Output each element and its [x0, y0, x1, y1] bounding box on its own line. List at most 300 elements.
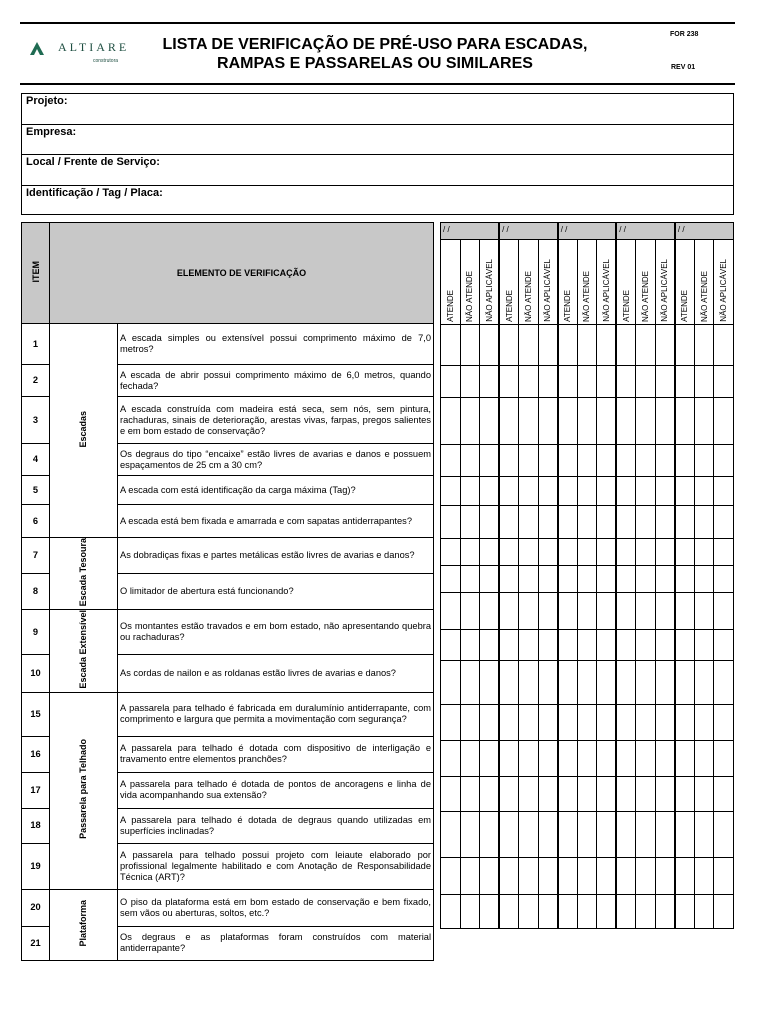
check-cell[interactable] — [577, 777, 597, 812]
check-cell[interactable] — [460, 661, 480, 705]
check-cell[interactable] — [558, 895, 578, 929]
check-cell[interactable] — [597, 705, 617, 741]
check-cell[interactable] — [558, 812, 578, 858]
check-cell[interactable] — [480, 593, 500, 630]
item-number: 19 — [22, 843, 50, 889]
check-cell[interactable] — [616, 506, 636, 539]
check-cell[interactable] — [655, 705, 675, 741]
check-cell[interactable] — [538, 325, 558, 366]
check-cell[interactable] — [675, 705, 695, 741]
check-cell[interactable] — [538, 566, 558, 593]
check-cell[interactable] — [538, 777, 558, 812]
check-cell[interactable] — [499, 366, 519, 398]
item-text: As cordas de nailon e as roldanas estão livres de avarias e danos? — [118, 655, 434, 693]
check-cell[interactable] — [597, 398, 617, 445]
check-cell[interactable] — [460, 366, 480, 398]
check-cell[interactable] — [441, 539, 461, 566]
check-cell[interactable] — [538, 661, 558, 705]
check-cell[interactable] — [655, 325, 675, 366]
check-cell[interactable] — [636, 858, 656, 895]
check-cell[interactable] — [519, 858, 539, 895]
check-cell[interactable] — [597, 661, 617, 705]
project-field[interactable]: Projeto: — [22, 94, 733, 125]
check-cell[interactable] — [538, 366, 558, 398]
check-cell[interactable] — [499, 566, 519, 593]
check-cell[interactable] — [694, 539, 714, 566]
check-cell[interactable] — [538, 398, 558, 445]
check-cell[interactable] — [694, 777, 714, 812]
check-cell[interactable] — [577, 366, 597, 398]
check-cell[interactable] — [694, 661, 714, 705]
check-cell[interactable] — [675, 661, 695, 705]
item-text: Os montantes estão travados e em bom estado, não apresentando quebra ou rachaduras? — [118, 610, 434, 655]
check-cell[interactable] — [441, 325, 461, 366]
check-cell[interactable] — [577, 705, 597, 741]
check-cell[interactable] — [480, 398, 500, 445]
check-cell[interactable] — [460, 539, 480, 566]
check-cell[interactable] — [558, 705, 578, 741]
check-cell[interactable] — [538, 741, 558, 777]
check-cell[interactable] — [714, 398, 734, 445]
check-cell[interactable] — [441, 895, 461, 929]
date-cell[interactable]: / / — [616, 223, 675, 240]
check-cell[interactable] — [558, 325, 578, 366]
check-cell[interactable] — [616, 661, 636, 705]
check-cell[interactable] — [636, 506, 656, 539]
check-cell[interactable] — [655, 366, 675, 398]
check-cell[interactable] — [636, 661, 656, 705]
check-cell[interactable] — [616, 325, 636, 366]
check-cell[interactable] — [480, 445, 500, 477]
check-cell[interactable] — [499, 477, 519, 506]
check-cell[interactable] — [460, 398, 480, 445]
location-field[interactable]: Local / Frente de Serviço: — [22, 155, 733, 186]
check-cell[interactable] — [675, 812, 695, 858]
check-cell[interactable] — [558, 366, 578, 398]
check-cell[interactable] — [636, 325, 656, 366]
check-cell[interactable] — [655, 661, 675, 705]
check-cell[interactable] — [499, 858, 519, 895]
item-text: Os degraus do tipo “encaixe” estão livres de avarias e danos e possuem espaçamentos de 25 cm a 30 cm? — [118, 444, 434, 476]
check-cell[interactable] — [519, 566, 539, 593]
check-cell[interactable] — [636, 539, 656, 566]
check-cell[interactable] — [538, 506, 558, 539]
check-cell[interactable] — [655, 506, 675, 539]
check-cell[interactable] — [597, 366, 617, 398]
check-cell[interactable] — [499, 777, 519, 812]
check-cell[interactable] — [519, 325, 539, 366]
item-text: Os degraus e as plataformas foram construídos com material antiderrapante? — [118, 926, 434, 960]
item-number: 7 — [22, 538, 50, 574]
item-text: A passarela para telhado é fabricada em duralumínio antiderrapante, com comprimento e largura que permita a movimentação com segurança? — [118, 692, 434, 736]
checkbox-grid — [440, 222, 734, 929]
check-cell[interactable] — [636, 398, 656, 445]
check-cell[interactable] — [519, 398, 539, 445]
check-cell[interactable] — [577, 741, 597, 777]
check-cell[interactable] — [558, 741, 578, 777]
check-cell[interactable] — [499, 398, 519, 445]
check-cell[interactable] — [694, 506, 714, 539]
check-cell[interactable] — [441, 812, 461, 858]
check-cell[interactable] — [694, 630, 714, 661]
check-cell[interactable] — [558, 593, 578, 630]
check-cell[interactable] — [577, 506, 597, 539]
check-cell[interactable] — [441, 593, 461, 630]
check-cell[interactable] — [616, 539, 636, 566]
check-cell[interactable] — [499, 895, 519, 929]
check-cell[interactable] — [597, 593, 617, 630]
check-cell[interactable] — [636, 895, 656, 929]
check-cell[interactable] — [675, 566, 695, 593]
check-cell[interactable] — [655, 812, 675, 858]
check-cell[interactable] — [655, 593, 675, 630]
item-number: 21 — [22, 926, 50, 960]
check-cell[interactable] — [636, 705, 656, 741]
check-cell[interactable] — [714, 895, 734, 929]
check-cell[interactable] — [597, 325, 617, 366]
check-cell[interactable] — [460, 741, 480, 777]
check-cell[interactable] — [675, 445, 695, 477]
check-cell[interactable] — [460, 630, 480, 661]
check-cell[interactable] — [616, 812, 636, 858]
check-cell[interactable] — [597, 741, 617, 777]
check-column-header: NÃO ATENDE — [577, 240, 597, 325]
check-cell[interactable] — [694, 895, 714, 929]
check-cell[interactable] — [714, 741, 734, 777]
check-cell[interactable] — [694, 325, 714, 366]
check-cell[interactable] — [675, 398, 695, 445]
check-cell[interactable] — [675, 630, 695, 661]
check-cell[interactable] — [577, 661, 597, 705]
item-text: A escada com está identificação da carga máxima (Tag)? — [118, 476, 434, 505]
check-cell[interactable] — [538, 858, 558, 895]
group-extensivel: Escada Extensível — [50, 610, 118, 693]
item-text: O piso da plataforma está em bom estado de conservação e bem fixado, sem vãos ou aberturas, soltos, etc.? — [118, 889, 434, 926]
check-cell[interactable] — [597, 539, 617, 566]
check-cell[interactable] — [597, 506, 617, 539]
check-cell[interactable] — [675, 506, 695, 539]
item-text: A escada simples ou extensível possui comprimento máximo de 7,0 metros? — [118, 324, 434, 365]
check-cell[interactable] — [460, 477, 480, 506]
check-column-header: ATENDE — [558, 240, 578, 325]
check-cell[interactable] — [441, 366, 461, 398]
check-cell[interactable] — [480, 366, 500, 398]
check-cell[interactable] — [636, 741, 656, 777]
check-cell[interactable] — [499, 630, 519, 661]
check-cell[interactable] — [460, 445, 480, 477]
check-cell[interactable] — [694, 858, 714, 895]
check-cell[interactable] — [675, 477, 695, 506]
check-cell[interactable] — [714, 366, 734, 398]
check-cell[interactable] — [538, 895, 558, 929]
item-number: 10 — [22, 655, 50, 693]
check-cell[interactable] — [558, 661, 578, 705]
check-cell[interactable] — [460, 593, 480, 630]
check-cell[interactable] — [460, 325, 480, 366]
check-cell[interactable] — [655, 741, 675, 777]
check-cell[interactable] — [577, 445, 597, 477]
check-cell[interactable] — [538, 445, 558, 477]
check-cell[interactable] — [675, 895, 695, 929]
check-cell[interactable] — [480, 539, 500, 566]
check-cell[interactable] — [460, 566, 480, 593]
check-cell[interactable] — [480, 777, 500, 812]
check-cell[interactable] — [480, 705, 500, 741]
check-cell[interactable] — [675, 366, 695, 398]
check-cell[interactable] — [577, 858, 597, 895]
check-cell[interactable] — [577, 539, 597, 566]
check-cell[interactable] — [577, 325, 597, 366]
check-cell[interactable] — [577, 812, 597, 858]
check-cell[interactable] — [499, 741, 519, 777]
check-cell[interactable] — [480, 630, 500, 661]
check-cell[interactable] — [694, 366, 714, 398]
check-cell[interactable] — [519, 539, 539, 566]
group-tesoura: Escada Tesoura — [50, 538, 118, 610]
check-cell[interactable] — [519, 705, 539, 741]
check-cell[interactable] — [616, 593, 636, 630]
item-number: 3 — [22, 397, 50, 444]
check-cell[interactable] — [441, 661, 461, 705]
check-cell[interactable] — [655, 630, 675, 661]
date-cell[interactable]: / / — [558, 223, 617, 240]
check-cell[interactable] — [655, 895, 675, 929]
check-cell[interactable] — [519, 630, 539, 661]
check-cell[interactable] — [480, 741, 500, 777]
item-number: 6 — [22, 505, 50, 538]
check-cell[interactable] — [655, 445, 675, 477]
date-cell[interactable]: / / — [675, 223, 734, 240]
check-cell[interactable] — [675, 325, 695, 366]
check-cell[interactable] — [714, 445, 734, 477]
check-cell[interactable] — [577, 398, 597, 445]
check-cell[interactable] — [480, 895, 500, 929]
check-cell[interactable] — [694, 593, 714, 630]
check-cell[interactable] — [441, 445, 461, 477]
check-cell[interactable] — [714, 566, 734, 593]
check-cell[interactable] — [577, 566, 597, 593]
check-cell[interactable] — [616, 445, 636, 477]
check-cell[interactable] — [597, 630, 617, 661]
check-cell[interactable] — [538, 705, 558, 741]
check-cell[interactable] — [694, 477, 714, 506]
check-cell[interactable] — [558, 858, 578, 895]
check-cell[interactable] — [714, 705, 734, 741]
check-cell[interactable] — [597, 445, 617, 477]
item-text: A passarela para telhado é dotada com dispositivo de interligação e travamento entre elementos pranchões? — [118, 736, 434, 772]
check-cell[interactable] — [519, 366, 539, 398]
check-cell[interactable] — [616, 895, 636, 929]
check-cell[interactable] — [558, 398, 578, 445]
check-cell[interactable] — [519, 777, 539, 812]
check-cell[interactable] — [499, 593, 519, 630]
check-cell[interactable] — [558, 630, 578, 661]
check-cell[interactable] — [441, 630, 461, 661]
check-cell[interactable] — [480, 325, 500, 366]
check-cell[interactable] — [460, 858, 480, 895]
check-cell[interactable] — [480, 506, 500, 539]
check-cell[interactable] — [558, 477, 578, 506]
check-cell[interactable] — [714, 661, 734, 705]
check-cell[interactable] — [616, 705, 636, 741]
check-cell[interactable] — [714, 777, 734, 812]
check-cell[interactable] — [441, 777, 461, 812]
check-column-header: ATENDE — [616, 240, 636, 325]
item-number: 5 — [22, 476, 50, 505]
check-cell[interactable] — [460, 777, 480, 812]
item-number: 20 — [22, 889, 50, 926]
check-cell[interactable] — [499, 705, 519, 741]
check-cell[interactable] — [675, 593, 695, 630]
company-field[interactable]: Empresa: — [22, 125, 733, 156]
check-cell[interactable] — [675, 777, 695, 812]
check-cell[interactable] — [616, 566, 636, 593]
check-cell[interactable] — [441, 741, 461, 777]
check-cell[interactable] — [519, 741, 539, 777]
check-cell[interactable] — [441, 705, 461, 741]
check-cell[interactable] — [441, 858, 461, 895]
check-cell[interactable] — [441, 477, 461, 506]
check-cell[interactable] — [538, 539, 558, 566]
item-text: As dobradiças fixas e partes metálicas estão livres de avarias e danos? — [118, 538, 434, 574]
check-cell[interactable] — [655, 777, 675, 812]
check-cell[interactable] — [714, 506, 734, 539]
check-cell[interactable] — [499, 506, 519, 539]
check-cell[interactable] — [714, 477, 734, 506]
check-cell[interactable] — [675, 539, 695, 566]
check-cell[interactable] — [616, 630, 636, 661]
check-cell[interactable] — [636, 445, 656, 477]
page-title-line2: RAMPAS E PASSARELAS OU SIMILARES — [217, 55, 533, 72]
check-cell[interactable] — [519, 593, 539, 630]
check-cell[interactable] — [499, 325, 519, 366]
check-cell[interactable] — [636, 812, 656, 858]
check-column-header: NÃO APLICÁVEL — [480, 240, 500, 325]
check-cell[interactable] — [460, 812, 480, 858]
check-cell[interactable] — [480, 566, 500, 593]
check-cell[interactable] — [694, 398, 714, 445]
check-cell[interactable] — [558, 777, 578, 812]
check-cell[interactable] — [480, 858, 500, 895]
logo-subtitle: construtora — [93, 58, 119, 64]
form-code: FOR 238 — [670, 31, 699, 38]
date-cell[interactable]: / / — [499, 223, 558, 240]
check-cell[interactable] — [480, 661, 500, 705]
check-cell[interactable] — [499, 661, 519, 705]
check-cell[interactable] — [714, 630, 734, 661]
check-cell[interactable] — [538, 477, 558, 506]
check-cell[interactable] — [441, 566, 461, 593]
check-cell[interactable] — [675, 858, 695, 895]
check-cell[interactable] — [577, 630, 597, 661]
check-cell[interactable] — [616, 477, 636, 506]
check-cell[interactable] — [597, 777, 617, 812]
check-cell[interactable] — [577, 477, 597, 506]
check-cell[interactable] — [655, 539, 675, 566]
check-cell[interactable] — [519, 661, 539, 705]
group-escadas: Escadas — [50, 324, 118, 538]
check-cell[interactable] — [577, 593, 597, 630]
check-cell[interactable] — [499, 539, 519, 566]
check-cell[interactable] — [636, 366, 656, 398]
check-cell[interactable] — [597, 477, 617, 506]
check-cell[interactable] — [636, 777, 656, 812]
check-cell[interactable] — [558, 539, 578, 566]
check-cell[interactable] — [538, 812, 558, 858]
check-cell[interactable] — [675, 741, 695, 777]
check-cell[interactable] — [499, 812, 519, 858]
check-cell[interactable] — [714, 539, 734, 566]
check-cell[interactable] — [636, 566, 656, 593]
check-cell[interactable] — [616, 398, 636, 445]
tag-field[interactable]: Identificação / Tag / Placa: — [26, 186, 163, 199]
check-cell[interactable] — [694, 566, 714, 593]
check-cell[interactable] — [538, 593, 558, 630]
check-cell[interactable] — [519, 477, 539, 506]
check-cell[interactable] — [538, 630, 558, 661]
check-cell[interactable] — [616, 366, 636, 398]
item-text: O limitador de abertura está funcionando? — [118, 574, 434, 610]
check-cell[interactable] — [499, 445, 519, 477]
check-cell[interactable] — [694, 741, 714, 777]
check-cell[interactable] — [519, 506, 539, 539]
check-cell[interactable] — [460, 895, 480, 929]
check-cell[interactable] — [636, 593, 656, 630]
check-cell[interactable] — [480, 477, 500, 506]
check-cell[interactable] — [655, 566, 675, 593]
check-cell[interactable] — [694, 705, 714, 741]
item-number: 8 — [22, 574, 50, 610]
check-cell[interactable] — [577, 895, 597, 929]
check-cell[interactable] — [597, 812, 617, 858]
item-text: A passarela para telhado é dotada de degraus quando utilizadas em superfícies inclinadas? — [118, 808, 434, 843]
check-cell[interactable] — [460, 506, 480, 539]
check-cell[interactable] — [694, 445, 714, 477]
check-cell[interactable] — [636, 630, 656, 661]
group-plataforma: Plataforma — [50, 889, 118, 960]
check-cell[interactable] — [519, 812, 539, 858]
check-cell[interactable] — [441, 506, 461, 539]
check-cell[interactable] — [694, 812, 714, 858]
check-cell[interactable] — [714, 858, 734, 895]
check-cell[interactable] — [519, 445, 539, 477]
check-cell[interactable] — [616, 858, 636, 895]
check-cell[interactable] — [460, 705, 480, 741]
date-cell[interactable]: / / — [441, 223, 500, 240]
check-column-header: NÃO ATENDE — [519, 240, 539, 325]
check-cell[interactable] — [636, 477, 656, 506]
check-column-header: ATENDE — [499, 240, 519, 325]
check-cell[interactable] — [714, 593, 734, 630]
check-cell[interactable] — [558, 445, 578, 477]
check-cell[interactable] — [480, 812, 500, 858]
check-cell[interactable] — [714, 325, 734, 366]
check-column-header: NÃO ATENDE — [636, 240, 656, 325]
check-cell[interactable] — [714, 812, 734, 858]
check-cell[interactable] — [616, 777, 636, 812]
check-cell[interactable] — [441, 398, 461, 445]
check-cell[interactable] — [616, 741, 636, 777]
check-cell[interactable] — [655, 477, 675, 506]
check-cell[interactable] — [655, 858, 675, 895]
check-cell[interactable] — [558, 506, 578, 539]
check-cell[interactable] — [519, 895, 539, 929]
check-cell[interactable] — [655, 398, 675, 445]
check-cell[interactable] — [597, 858, 617, 895]
check-cell[interactable] — [558, 566, 578, 593]
check-cell[interactable] — [597, 566, 617, 593]
check-cell[interactable] — [597, 895, 617, 929]
